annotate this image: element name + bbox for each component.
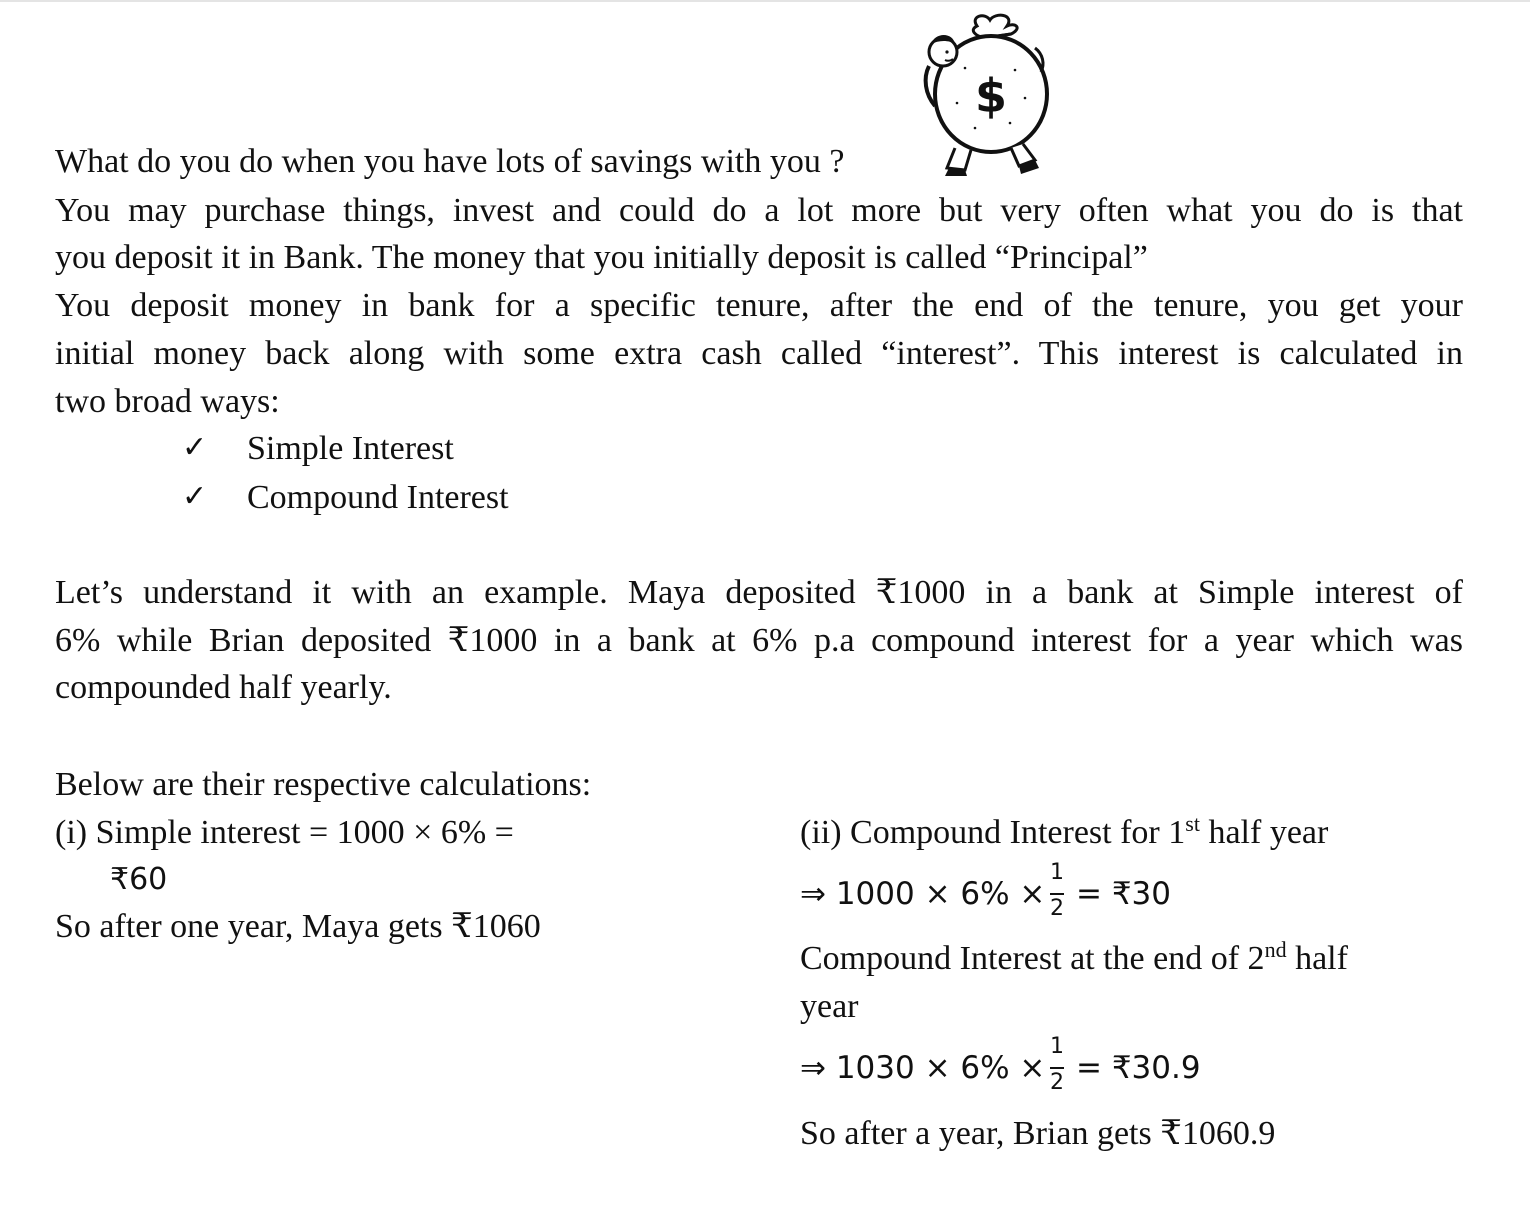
list-item-compound-interest: Compound Interest <box>247 479 509 516</box>
intro-para2-line1: You deposit money in bank for a specific tenure, after the end of the tenure, you get your <box>55 287 1463 324</box>
equation-2-right: = ₹30.9 <box>1076 1050 1201 1086</box>
example-line1: Let’s understand it with an example. Maya deposited ₹1000 in a bank at Simple interest of <box>55 574 1463 611</box>
simple-interest-line1: (i) Simple interest = 1000 × 6% = <box>55 814 514 851</box>
dollar-sign: $ <box>974 69 1008 123</box>
intro-para2-line2: initial money back along with some extra cash called “interest”. This interest is calculated in <box>55 335 1463 372</box>
page-top-border <box>0 0 1530 2</box>
intro-para1-line1: You may purchase things, invest and could do a lot more but very often what you do is that <box>55 192 1463 229</box>
equation-1-right: = ₹30 <box>1076 876 1171 912</box>
compound-second-half-line1: Compound Interest at the end of 2nd half <box>800 937 1348 977</box>
compound-result: So after a year, Brian gets ₹1060.9 <box>800 1115 1276 1152</box>
equation-1-left: ⇒ 1000 × 6% × <box>800 876 1046 912</box>
example-line2: 6% while Brian deposited ₹1000 in a bank at 6% p.a compound interest for a year which was <box>55 622 1463 659</box>
compound-heading: (ii) Compound Interest for 1st half year <box>800 811 1329 851</box>
simple-interest-value: ₹60 <box>110 862 168 897</box>
checkmark-icon: ✓ <box>182 430 208 465</box>
compound-second-half-line2: year <box>800 988 859 1025</box>
intro-para1-line2: you deposit it in Bank. The money that you initially deposit is called “Principal” <box>55 239 1148 276</box>
simple-interest-result: So after one year, Maya gets ₹1060 <box>55 908 541 945</box>
intro-question: What do you do when you have lots of savings with you ? <box>55 143 845 180</box>
man-carrying-money-bag-icon <box>915 8 1055 180</box>
list-item-simple-interest: Simple Interest <box>247 430 454 467</box>
calculations-intro: Below are their respective calculations: <box>55 766 592 803</box>
intro-para2-line3: two broad ways: <box>55 383 280 420</box>
example-line3: compounded half yearly. <box>55 669 392 706</box>
equation-2-left: ⇒ 1030 × 6% × <box>800 1050 1046 1086</box>
checkmark-icon: ✓ <box>182 479 208 514</box>
